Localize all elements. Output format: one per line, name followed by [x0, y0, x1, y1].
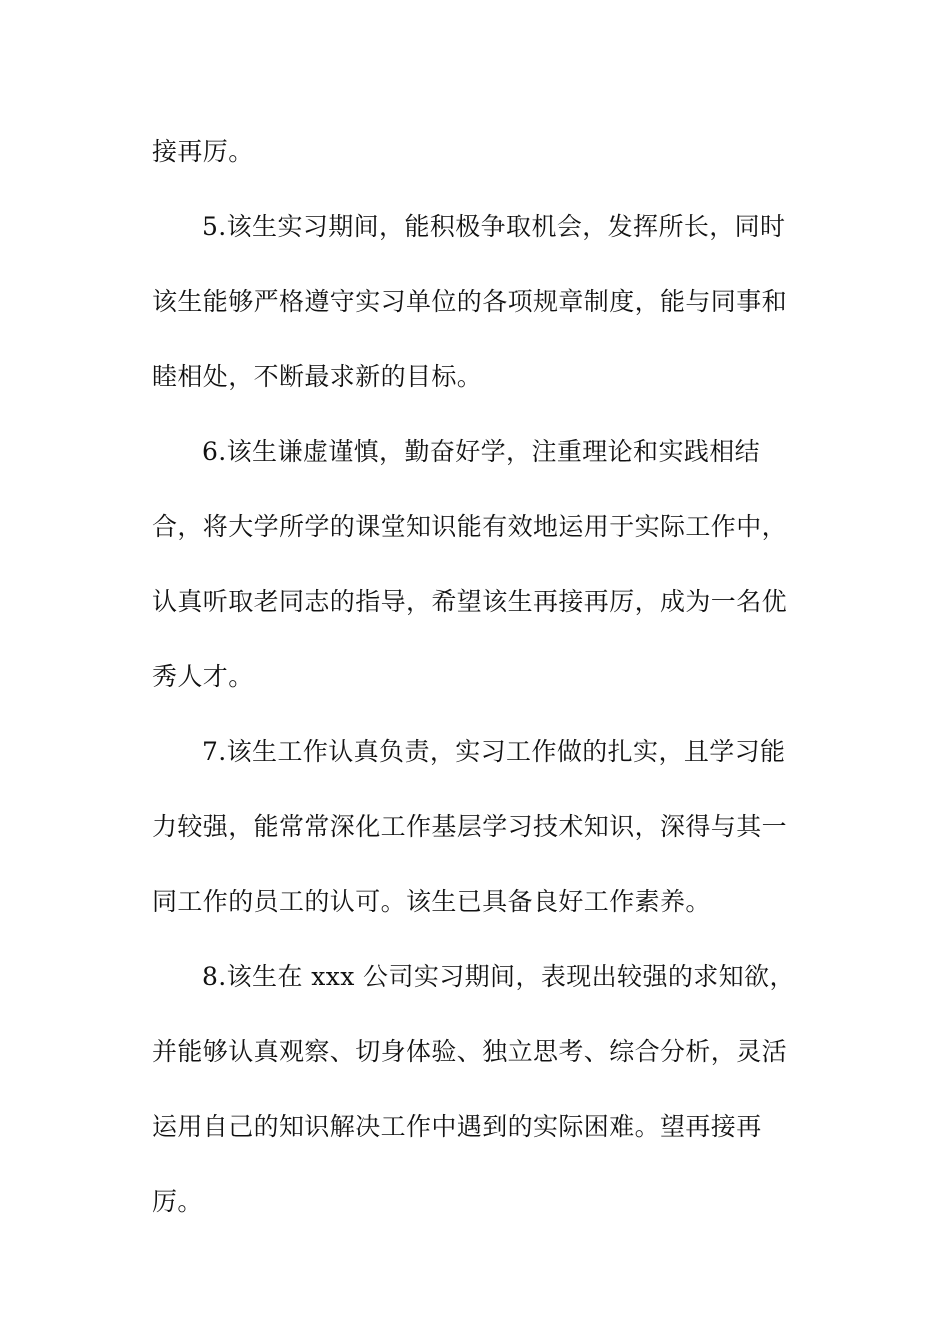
paragraph-8-line-1: 8.该生在 xxx 公司实习期间，表现出较强的求知欲， — [202, 962, 795, 991]
text-line: 接再厉。 — [152, 137, 254, 166]
text-line: 并能够认真观察、切身体验、独立思考、综合分析，灵活 — [152, 1037, 788, 1066]
text-line: 厉。 — [152, 1187, 203, 1216]
text-line: 合，将大学所学的课堂知识能有效地运用于实际工作中， — [152, 512, 788, 541]
text-line: 秀人才。 — [152, 662, 254, 691]
text-line: 运用自己的知识解决工作中遇到的实际困难。望再接再 — [152, 1112, 762, 1141]
paragraph-5-line-1: 5.该生实习期间，能积极争取机会，发挥所长，同时 — [202, 212, 786, 241]
paragraph-6-line-1: 6.该生谦虚谨慎，勤奋好学，注重理论和实践相结 — [202, 437, 761, 466]
text-line: 睦相处，不断最求新的目标。 — [152, 362, 483, 391]
text-line: 同工作的员工的认可。该生已具备良好工作素养。 — [152, 887, 711, 916]
text-line: 力较强，能常常深化工作基层学习技术知识，深得与其一 — [152, 812, 788, 841]
text-line: 认真听取老同志的指导，希望该生再接再厉，成为一名优 — [152, 587, 788, 616]
text-line: 该生能够严格遵守实习单位的各项规章制度，能与同事和 — [152, 287, 788, 316]
paragraph-7-line-1: 7.该生工作认真负责，实习工作做的扎实，且学习能 — [202, 737, 786, 766]
